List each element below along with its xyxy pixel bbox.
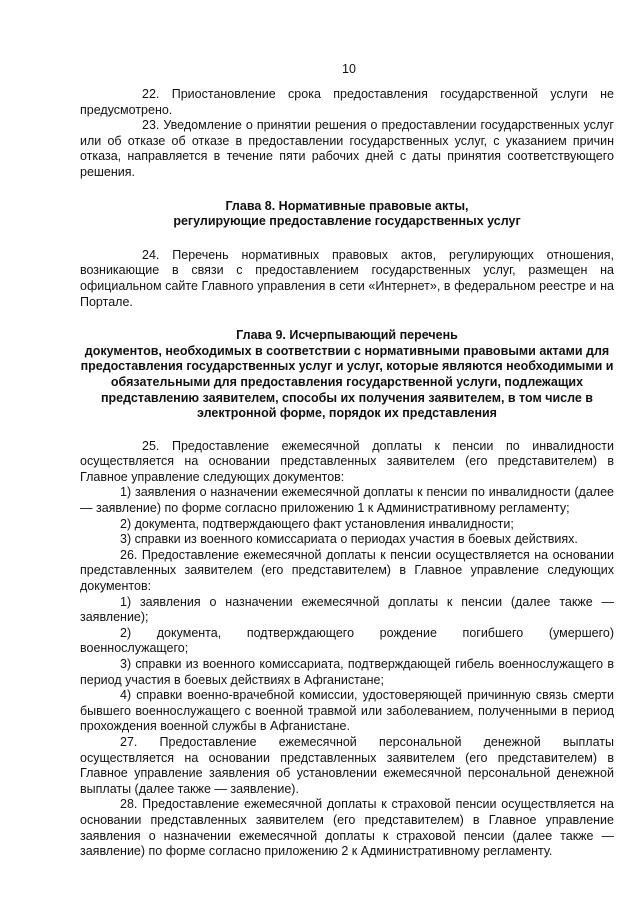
chapter-8-heading xyxy=(80,199,614,230)
paragraph-22: 22. Приостановление срока предоставления государственной услуги не предусмотрено. xyxy=(80,87,614,117)
chapter-9-title-rest: документов, необходимых в соответствии с нормативными правовыми актами для предоставления государственных услуг и услуг, которые являются необходимыми и обязательными для предоставления государственной услуги, подлежащих представлению заявителем, способы их получения заявителем, в том числе в электронной форме, порядок их представления xyxy=(80,343,614,421)
chapter-9-heading xyxy=(80,328,614,422)
paragraph-26-item-2: 2) документа, подтверждающего рождение погибшего (умершего) военнослужащего; xyxy=(80,625,614,656)
paragraph-25: 25. Предоставление ежемесячной доплаты к пенсии по инвалидности осуществляется на основании представленных заявителем (его представителем) в Главное управление следующих документов: xyxy=(80,438,614,484)
paragraph-25-item-3: 3) справки из военного комиссариата о периодах участия в боевых действиях. xyxy=(120,532,578,547)
paragraph-26-item-4: 4) справки военно-врачебной комиссии, удостоверяющей причинную связь смерти бывшего военнослужащего с военной травмой или заболеванием, полученными в период прохождения военной службы в Афганистане. xyxy=(80,688,614,734)
paragraph-24: 24. Перечень нормативных правовых актов, регулирующих отношения, возникающие в связи с предоставлением государственных услуг, размещен на официальном сайте Главного управления в сети «Интернет», в федеральном реестре и на Портале. xyxy=(80,247,614,309)
paragraph-25-item-2: 2) документа, подтверждающего факт установления инвалидности; xyxy=(120,516,514,531)
chapter-8-title-line-2: регулирующие предоставление государственных услуг xyxy=(173,214,521,229)
chapter-9-title-line-1: Глава 9. Исчерпывающий перечень xyxy=(236,328,458,343)
page-number: 10 xyxy=(342,62,356,76)
paragraph-27: 27. Предоставление ежемесячной персональной денежной выплаты осуществляется на основании представленных заявителем (его представителем) в Главное управление заявления об установлении ежемесячной персональной денежной выплаты (далее также — заявление). xyxy=(80,734,614,796)
paragraph-26-item-3: 3) справки из военного комиссариата, подтверждающей гибель военнослужащего в период участия в боевых действиях в Афганистане; xyxy=(80,657,614,687)
paragraph-28: 28. Предоставление ежемесячной доплаты к страховой пенсии осуществляется на основании представленных заявителем (его представителем) в Главное управление заявления о назначении ежемесячной доплаты к страховой пенсии (далее также — заявление) по форме согласно приложению 2 к Административному регламенту. xyxy=(80,797,614,859)
paragraph-25-item-1: 1) заявления о назначении ежемесячной доплаты к пенсии по инвалидности (далее — заявление) по форме согласно приложению 1 к Административному регламенту; xyxy=(80,485,614,516)
chapter-8-title-line-1: Глава 8. Нормативные правовые акты, xyxy=(225,198,469,213)
paragraph-26-item-1: 1) заявления о назначении ежемесячной доплаты к пенсии (далее также — заявление); xyxy=(80,594,614,625)
paragraph-26: 26. Предоставление ежемесячной доплаты к пенсии осуществляется на основании представленных заявителем (его представителем) в Главное управление следующих документов: xyxy=(80,547,614,594)
paragraph-23: 23. Уведомление о принятии решения о предоставлении государственных услуг или об отказе об отказе в предоставлении государственных услуг, с указанием причин отказа, направляется в течение пяти рабочих дней с даты принятия соответствующего решения. xyxy=(80,118,614,179)
